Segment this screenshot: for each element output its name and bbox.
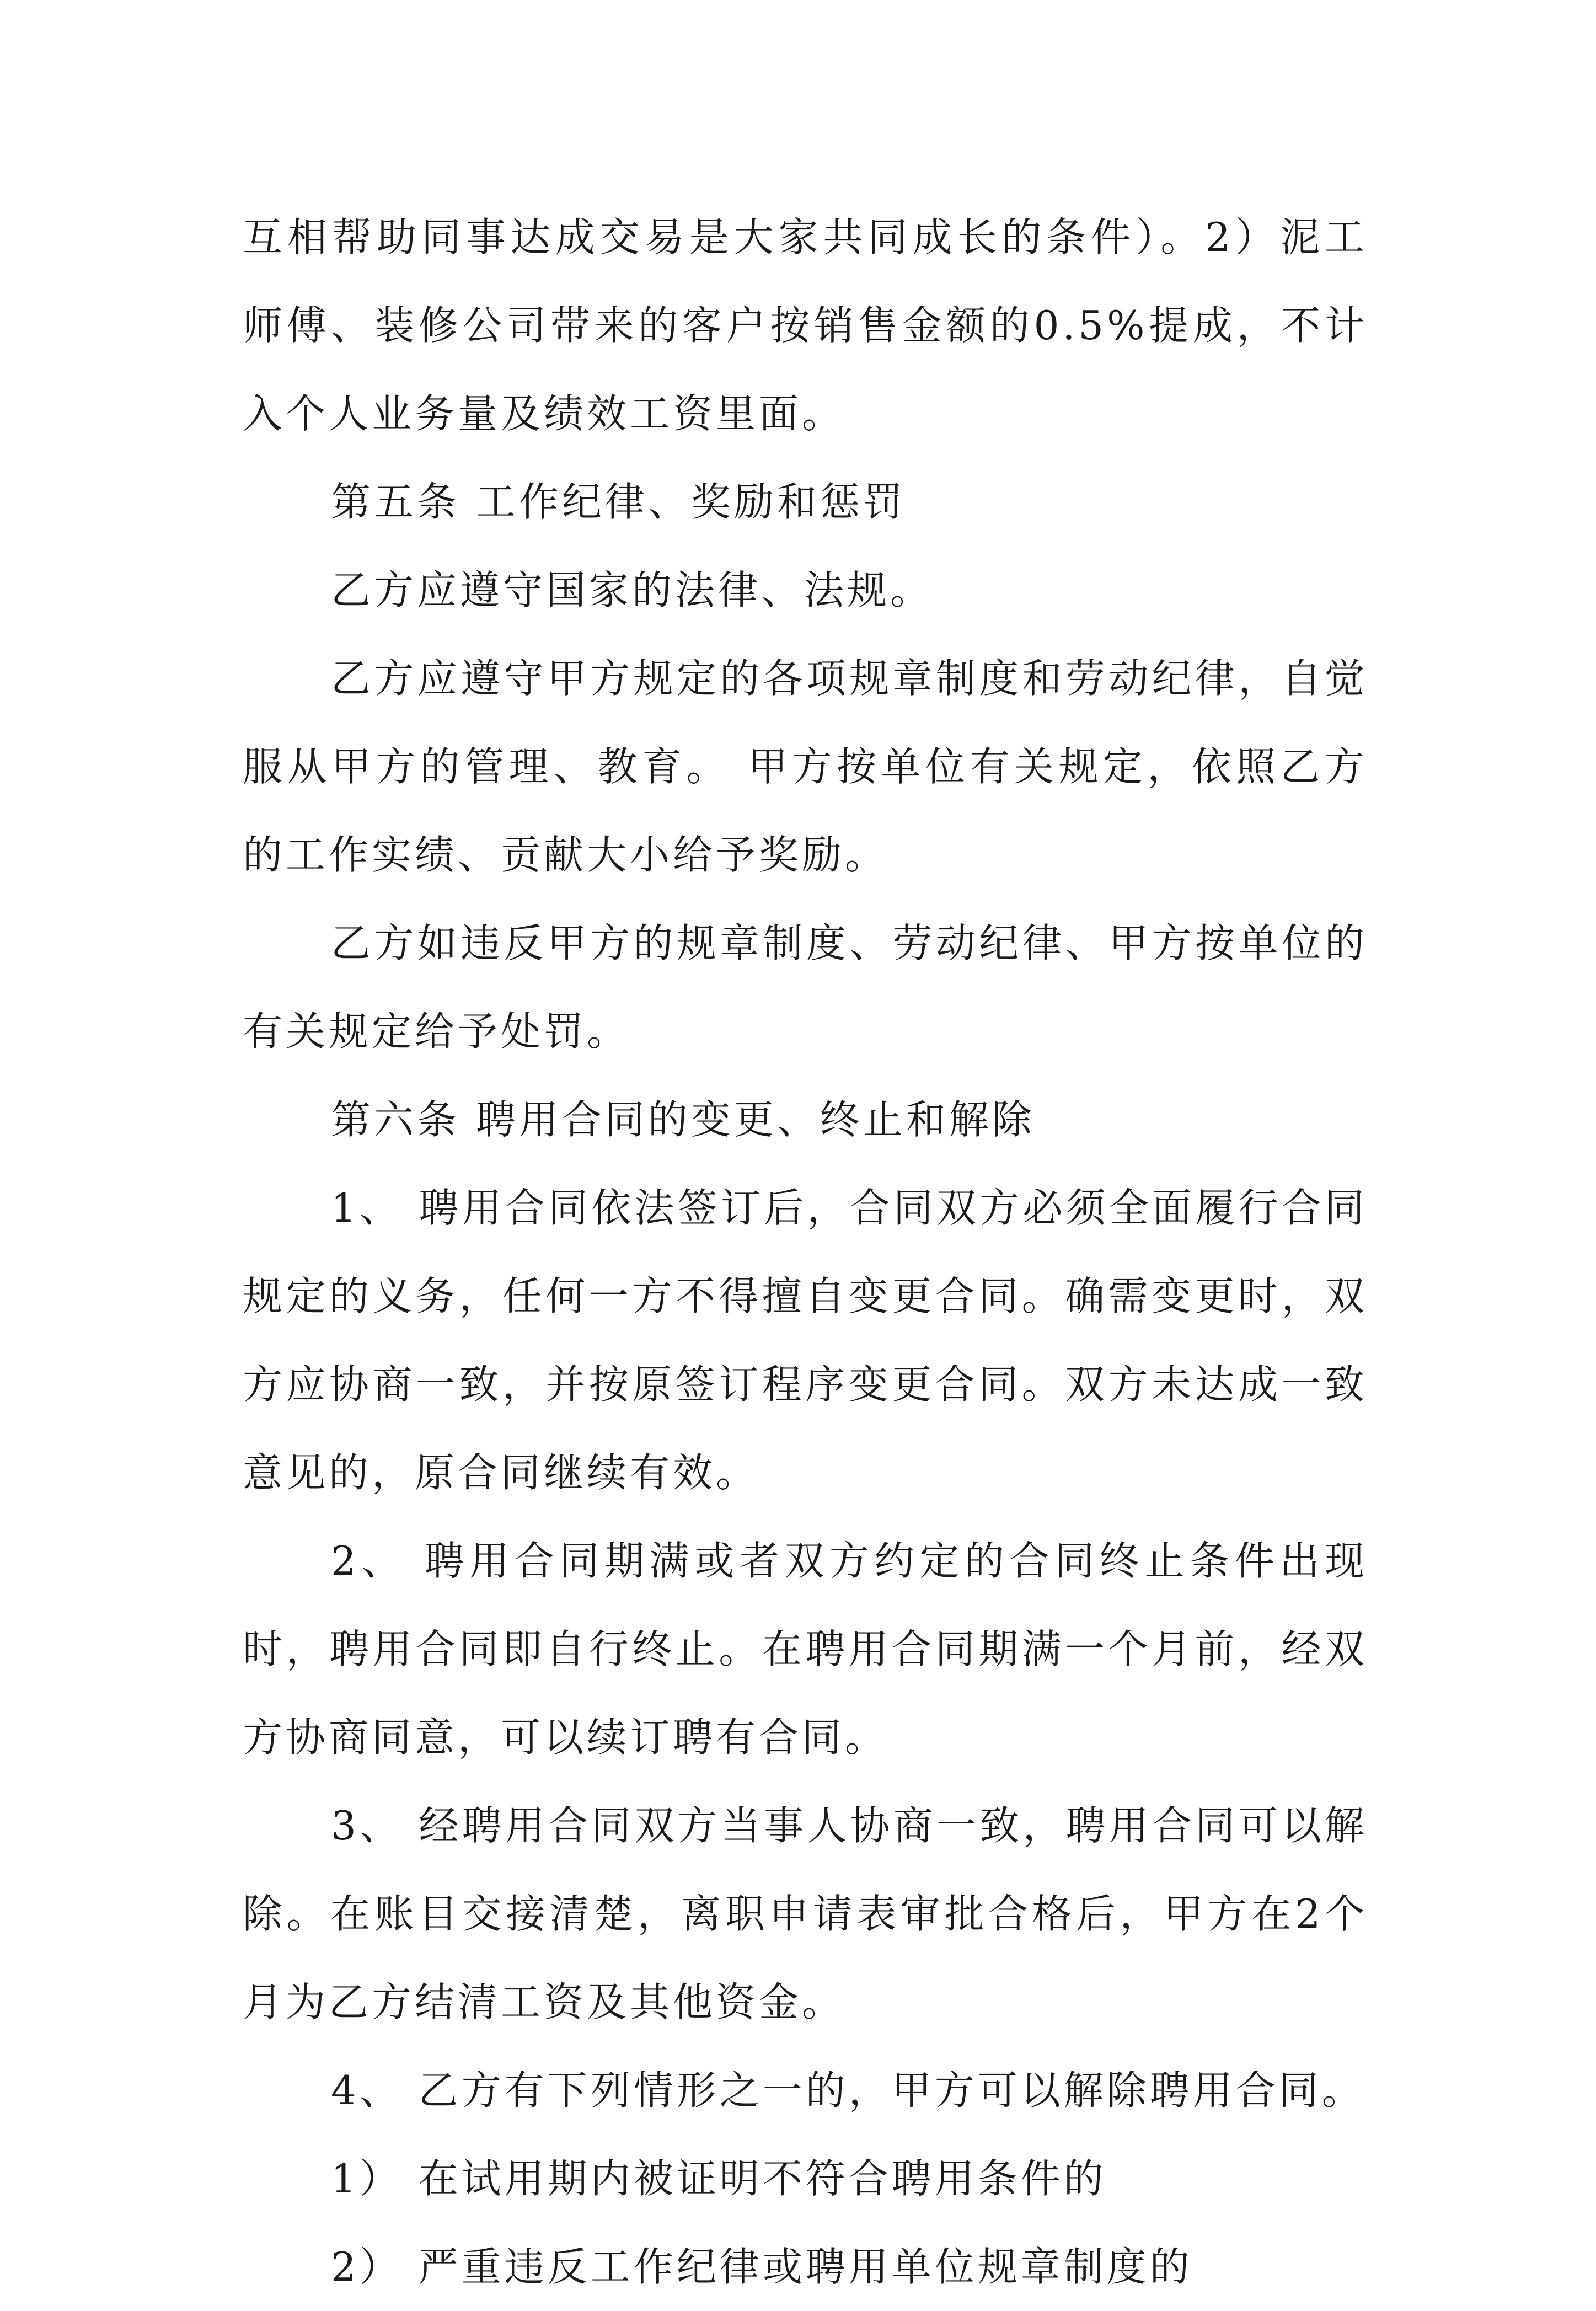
list-item-1: 1、 聘用合同依法签订后，合同双方必须全面履行合同规定的义务，任何一方不得擅自变更合同。确需变更时，双方应协商一致，并按原签订程序变更合同。双方未达成一致意见的，原合同继续有效。: [243, 1185, 1368, 1496]
paragraph: 乙方如违反甲方的规章制度、劳动纪律、甲方按单位的有关规定给予处罚。: [243, 920, 1368, 1055]
sub-item-1: 1） 在试用期内被证明不符合聘用条件的: [331, 2155, 1107, 2202]
sub-item-2: 2） 严重违反工作纪律或聘用单位规章制度的: [331, 2244, 1193, 2290]
list-item-3: 3、 经聘用合同双方当事人协商一致，聘用合同可以解除。在账目交接清楚，离职申请表审批合格后，甲方在2个月为乙方结清工资及其他资金。: [243, 1802, 1368, 2025]
section-heading-article-6: 第六条 聘用合同的变更、终止和解除: [331, 1096, 1035, 1143]
paragraph-continuation: 互相帮助同事达成交易是大家共同成长的条件）。2）泥工师傅、装修公司带来的客户按销售金额的0.5%提成，不计入个人业务量及绩效工资里面。: [243, 214, 1368, 437]
document-body: [243, 193, 1368, 2311]
paragraph: 乙方应遵守国家的法律、法规。: [331, 567, 934, 613]
paragraph: 乙方应遵守甲方规定的各项规章制度和劳动纪律，自觉服从甲方的管理、教育。 甲方按单位有关规定，依照乙方的工作实绩、贡献大小给予奖励。: [243, 655, 1368, 878]
list-item-2: 2、 聘用合同期满或者双方约定的合同终止条件出现时，聘用合同即自行终止。在聘用合同期满一个月前，经双方协商同意，可以续订聘有合同。: [243, 1538, 1368, 1761]
list-item-4: 4、 乙方有下列情形之一的，甲方可以解除聘用合同。: [331, 2067, 1365, 2114]
section-heading-article-5: 第五条 工作纪律、奖励和惩罚: [331, 479, 906, 525]
